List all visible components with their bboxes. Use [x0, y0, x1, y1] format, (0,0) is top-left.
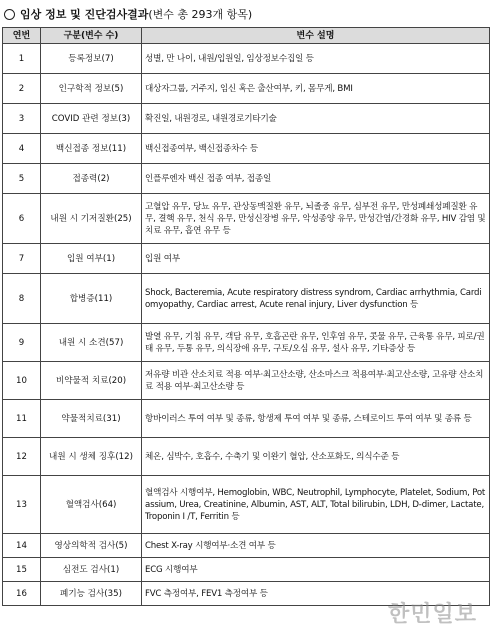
news-logo-watermark: 한민일보 [387, 602, 477, 627]
variables-table [2, 27, 490, 606]
row-number: 15 [3, 558, 41, 582]
table-row [3, 534, 490, 558]
row-category: 약물적치료(31) [41, 400, 142, 438]
row-category: 합병증(11) [41, 274, 142, 324]
table-row [3, 274, 490, 324]
row-description: 혈액검사 시행여부, Hemoglobin, WBC, Neutrophil, Lymphocyte, Platelet, Sodium, Potassium, Urea, Creatinine, Albumin, AST, ALT, Total bilirubin, LDH, D-dimer, Lactate, Troponin I /T, Ferritin 등 [142, 476, 490, 534]
header-number: 연번 [3, 28, 41, 44]
row-number: 10 [3, 362, 41, 400]
header-description: 변수 설명 [142, 28, 490, 44]
row-category: 내원 시 기저질환(25) [41, 194, 142, 244]
row-category: 폐기능 검사(35) [41, 582, 142, 606]
row-number: 7 [3, 244, 41, 274]
row-number: 13 [3, 476, 41, 534]
row-description: ECG 시행여부 [142, 558, 490, 582]
row-description: 발열 유무, 기침 유무, 객담 유무, 호흡곤란 유무, 인후염 유무, 콧물 유무, 근육통 유무, 피로/권태 유무, 두통 유무, 의식장애 유무, 구토/오심 유무, 설사 유무, 기타증상 등 [142, 324, 490, 362]
row-description: 체온, 심박수, 호흡수, 수축기 및 이완기 혈압, 산소포화도, 의식수준 등 [142, 438, 490, 476]
row-number: 11 [3, 400, 41, 438]
row-number: 6 [3, 194, 41, 244]
row-number: 14 [3, 534, 41, 558]
row-description: 대상자그룹, 거주지, 임신 혹은 출산여부, 키, 몸무게, BMI [142, 74, 490, 104]
row-number: 9 [3, 324, 41, 362]
table-row [3, 134, 490, 164]
row-number: 16 [3, 582, 41, 606]
row-description: 인플루엔자 백신 접종 여부, 접종일 [142, 164, 490, 194]
table-row [3, 438, 490, 476]
row-description: Chest X-ray 시행여부·소견 여부 등 [142, 534, 490, 558]
circle-bullet-icon [4, 9, 15, 20]
page-title [4, 5, 252, 23]
row-category: 심전도 검사(1) [41, 558, 142, 582]
row-category: 내원 시 생체 징후(12) [41, 438, 142, 476]
table-header-row [3, 28, 490, 44]
row-description: 확진일, 내원경로, 내원경로기타기술 [142, 104, 490, 134]
row-category: 입원 여부(1) [41, 244, 142, 274]
row-number: 8 [3, 274, 41, 324]
row-category: 영상의학적 검사(5) [41, 534, 142, 558]
row-category: 백신접종 정보(11) [41, 134, 142, 164]
row-number: 5 [3, 164, 41, 194]
row-category: 접종력(2) [41, 164, 142, 194]
row-description: 입원 여부 [142, 244, 490, 274]
row-category: 내원 시 소견(57) [41, 324, 142, 362]
row-category: 인구학적 정보(5) [41, 74, 142, 104]
row-number: 2 [3, 74, 41, 104]
table-row [3, 244, 490, 274]
title-subtitle: (변수 총 293개 항목) [148, 8, 253, 21]
row-description: FVC 측정여부, FEV1 측정여부 등 [142, 582, 490, 606]
table-row [3, 362, 490, 400]
row-number: 3 [3, 104, 41, 134]
table-row [3, 476, 490, 534]
row-description: 저유량 비관 산소치료 적용 여부·최고산소량, 산소마스크 적용여부·최고산소량, 고유량 산소치료 적용 여부·최고산소량 등 [142, 362, 490, 400]
title-main: 임상 정보 및 진단검사결과 [20, 8, 149, 21]
row-number: 1 [3, 44, 41, 74]
row-number: 12 [3, 438, 41, 476]
row-category: COVID 관련 정보(3) [41, 104, 142, 134]
row-description: Shock, Bacteremia, Acute respiratory distress syndrom, Cardiac arrhythmia, Cardiomyopathy, Cardiac arrest, Acute renal injury, Liver dysfunction 등 [142, 274, 490, 324]
table-row [3, 400, 490, 438]
row-description: 성별, 만 나이, 내원/입원일, 임상정보수집일 등 [142, 44, 490, 74]
table-row [3, 558, 490, 582]
row-number: 4 [3, 134, 41, 164]
table-row [3, 44, 490, 74]
row-category: 혈액검사(64) [41, 476, 142, 534]
table-row [3, 324, 490, 362]
row-category: 등록정보(7) [41, 44, 142, 74]
table-row [3, 164, 490, 194]
table-row [3, 104, 490, 134]
header-category: 구분(변수 수) [41, 28, 142, 44]
row-description: 백신접종여부, 백신접종차수 등 [142, 134, 490, 164]
table-row [3, 194, 490, 244]
row-category: 비약물적 치료(20) [41, 362, 142, 400]
row-description: 고혈압 유무, 당뇨 유무, 관상동맥질환 유무, 뇌졸중 유무, 심부전 유무, 만성폐쇄성폐질환 유무, 결핵 유무, 천식 유무, 만성신장병 유무, 악성종양 유무, 만성간염/간경화 유무, HIV 감염 및 치료 유무, 흡연 유무 등 [142, 194, 490, 244]
row-description: 항바이러스 투여 여부 및 종류, 항생제 투여 여부 및 종류, 스테로이드 투여 여부 및 종류 등 [142, 400, 490, 438]
table-row [3, 74, 490, 104]
